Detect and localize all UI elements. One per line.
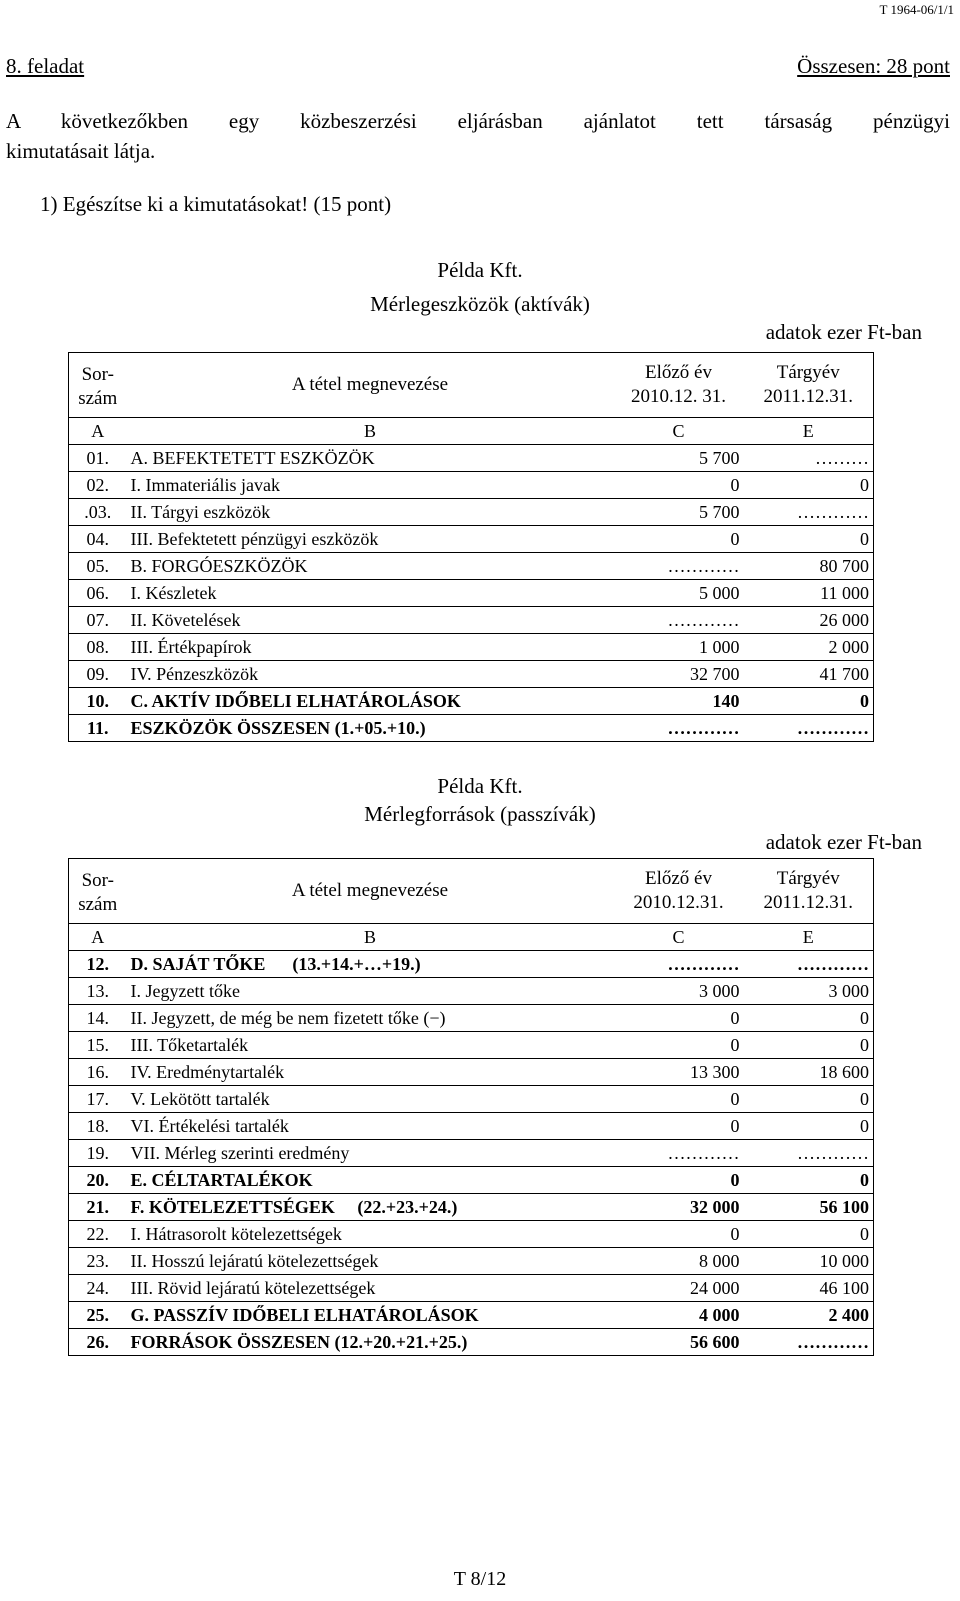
row-name: E. CÉLTARTALÉKOK xyxy=(127,1167,614,1194)
table-row xyxy=(69,553,874,580)
row-name: I. Hátrasorolt kötelezettségek xyxy=(127,1221,614,1248)
row-name: F. KÖTELEZETTSÉGEK (22.+23.+24.) xyxy=(127,1194,614,1221)
row-number: 08. xyxy=(69,634,127,661)
page-number: T 8/12 xyxy=(453,1568,507,1590)
row-name: V. Lekötött tartalék xyxy=(127,1086,614,1113)
row-curr-value: ……… xyxy=(744,445,874,472)
row-prev-value: 0 xyxy=(614,1032,744,1059)
letter-e: E xyxy=(744,924,874,951)
letter-b: B xyxy=(127,418,614,445)
row-curr-value: 80 700 xyxy=(744,553,874,580)
row-prev-value: 140 xyxy=(614,688,744,715)
row-number: 06. xyxy=(69,580,127,607)
row-prev-value: 4 000 xyxy=(614,1302,744,1329)
table-row xyxy=(69,1032,874,1059)
row-curr-value: ………… xyxy=(744,1329,874,1356)
assets-table xyxy=(68,352,874,742)
row-curr-value: 0 xyxy=(744,1086,874,1113)
row-prev-value: 0 xyxy=(614,1113,744,1140)
row-number: 24. xyxy=(69,1275,127,1302)
row-prev-value: 1 000 xyxy=(614,634,744,661)
row-number: 18. xyxy=(69,1113,127,1140)
row-prev-value: 0 xyxy=(614,1005,744,1032)
intro-line-1: A következőkben egy közbeszerzési eljárásban ajánlatot tett társaság pénzügyi xyxy=(6,109,950,133)
assets-title: Mérlegeszközök (aktívák) xyxy=(370,292,590,316)
row-name: IV. Pénzeszközök xyxy=(127,661,614,688)
row-curr-value: 0 xyxy=(744,688,874,715)
document-code: T 1964-06/1/1 xyxy=(879,2,954,17)
row-curr-value: 26 000 xyxy=(744,607,874,634)
intro-line-2: kimutatásait látja. xyxy=(6,139,156,163)
liabilities-title: Mérlegforrások (passzívák) xyxy=(364,802,596,826)
row-name: FORRÁSOK ÖSSZESEN (12.+20.+21.+25.) xyxy=(127,1329,614,1356)
letter-a: A xyxy=(69,924,127,951)
row-number: 07. xyxy=(69,607,127,634)
row-prev-value: 0 xyxy=(614,1221,744,1248)
row-prev-value: 32 700 xyxy=(614,661,744,688)
table-row xyxy=(69,526,874,553)
table-row xyxy=(69,472,874,499)
row-name: I. Készletek xyxy=(127,580,614,607)
col-sor-line2: szám xyxy=(78,894,118,915)
row-name: G. PASSZÍV IDŐBELI ELHATÁROLÁSOK xyxy=(127,1302,614,1329)
liabilities-table xyxy=(68,858,874,1356)
row-name: III. Rövid lejáratú kötelezettségek xyxy=(127,1275,614,1302)
row-number: 17. xyxy=(69,1086,127,1113)
col-curr-header xyxy=(744,859,874,924)
col-sor-line2: szám xyxy=(78,388,118,409)
row-prev-value: ………… xyxy=(614,1140,744,1167)
row-prev-value: 13 300 xyxy=(614,1059,744,1086)
col-name-header: A tétel megnevezése xyxy=(291,880,449,901)
row-name: III. Tőketartalék xyxy=(127,1032,614,1059)
row-name: II. Jegyzett, de még be nem fizetett tőke (−) xyxy=(127,1005,614,1032)
liabilities-company: Példa Kft. xyxy=(437,774,523,798)
col-curr-line2: 2011.12.31. xyxy=(763,892,854,913)
row-number: 12. xyxy=(69,951,127,978)
row-number: 15. xyxy=(69,1032,127,1059)
assets-unit: adatok ezer Ft-ban xyxy=(765,320,922,344)
row-prev-value: 5 000 xyxy=(614,580,744,607)
row-curr-value: 41 700 xyxy=(744,661,874,688)
row-prev-value: 5 700 xyxy=(614,445,744,472)
row-prev-value: 0 xyxy=(614,526,744,553)
row-prev-value: 8 000 xyxy=(614,1248,744,1275)
intro-text xyxy=(6,106,950,166)
table-row xyxy=(69,445,874,472)
col-prev-line2: 2010.12.31. xyxy=(633,892,724,913)
row-number: 26. xyxy=(69,1329,127,1356)
col-sor-header xyxy=(69,353,127,418)
row-curr-value: 0 xyxy=(744,1005,874,1032)
row-curr-value: 0 xyxy=(744,472,874,499)
row-curr-value: 2 400 xyxy=(744,1302,874,1329)
row-name: II. Hosszú lejáratú kötelezettségek xyxy=(127,1248,614,1275)
row-curr-value: 46 100 xyxy=(744,1275,874,1302)
row-name: D. SAJÁT TŐKE (13.+14.+…+19.) xyxy=(127,951,614,978)
letter-e: E xyxy=(744,418,874,445)
assets-letter-row xyxy=(69,418,874,445)
row-prev-value: 0 xyxy=(614,472,744,499)
row-number: 04. xyxy=(69,526,127,553)
row-name: C. AKTÍV IDŐBELI ELHATÁROLÁSOK xyxy=(127,688,614,715)
total-points: Összesen: 28 pont xyxy=(797,54,950,78)
table-row xyxy=(69,1275,874,1302)
row-number: .03. xyxy=(69,499,127,526)
col-prev-line1: Előző év xyxy=(644,868,712,889)
letter-c: C xyxy=(614,924,744,951)
row-number: 14. xyxy=(69,1005,127,1032)
col-name-header: A tétel megnevezése xyxy=(291,374,449,395)
col-sor-line1: Sor- xyxy=(81,870,114,891)
row-name: III. Értékpapírok xyxy=(127,634,614,661)
row-curr-value: 0 xyxy=(744,1167,874,1194)
row-number: 11. xyxy=(69,715,127,742)
row-curr-value: 11 000 xyxy=(744,580,874,607)
table-row xyxy=(69,688,874,715)
row-number: 09. xyxy=(69,661,127,688)
row-curr-value: 0 xyxy=(744,1032,874,1059)
row-curr-value: 56 100 xyxy=(744,1194,874,1221)
assets-header-row xyxy=(69,353,874,418)
row-curr-value: ………… xyxy=(744,951,874,978)
table-row xyxy=(69,1302,874,1329)
col-prev-header xyxy=(614,353,744,418)
row-prev-value: 0 xyxy=(614,1167,744,1194)
row-name: I. Immateriális javak xyxy=(127,472,614,499)
liabilities-unit: adatok ezer Ft-ban xyxy=(765,830,922,854)
col-prev-line2: 2010.12. 31. xyxy=(631,386,726,407)
row-prev-value: 5 700 xyxy=(614,499,744,526)
table-row xyxy=(69,499,874,526)
row-prev-value: ………… xyxy=(614,715,744,742)
row-name: II. Tárgyi eszközök xyxy=(127,499,614,526)
liabilities-header-row xyxy=(69,859,874,924)
table-row xyxy=(69,1113,874,1140)
table-row xyxy=(69,951,874,978)
row-number: 19. xyxy=(69,1140,127,1167)
row-curr-value: 2 000 xyxy=(744,634,874,661)
table-row xyxy=(69,634,874,661)
row-number: 21. xyxy=(69,1194,127,1221)
col-sor-header xyxy=(69,859,127,924)
row-prev-value: 56 600 xyxy=(614,1329,744,1356)
row-number: 23. xyxy=(69,1248,127,1275)
col-prev-header xyxy=(614,859,744,924)
table-row xyxy=(69,1194,874,1221)
row-name: II. Követelések xyxy=(127,607,614,634)
row-number: 25. xyxy=(69,1302,127,1329)
row-prev-value: ………… xyxy=(614,951,744,978)
row-curr-value: 10 000 xyxy=(744,1248,874,1275)
table-row xyxy=(69,1086,874,1113)
table-row xyxy=(69,1248,874,1275)
table-row xyxy=(69,1167,874,1194)
table-row xyxy=(69,1329,874,1356)
letter-c: C xyxy=(614,418,744,445)
row-curr-value: 18 600 xyxy=(744,1059,874,1086)
row-curr-value: ………… xyxy=(744,499,874,526)
table-row xyxy=(69,715,874,742)
row-curr-value: 3 000 xyxy=(744,978,874,1005)
row-number: 13. xyxy=(69,978,127,1005)
row-name: VI. Értékelési tartalék xyxy=(127,1113,614,1140)
table-row xyxy=(69,607,874,634)
row-number: 16. xyxy=(69,1059,127,1086)
table-row xyxy=(69,1005,874,1032)
letter-a: A xyxy=(69,418,127,445)
table-row xyxy=(69,1221,874,1248)
row-name: B. FORGÓESZKÖZÖK xyxy=(127,553,614,580)
row-prev-value: ………… xyxy=(614,607,744,634)
row-number: 20. xyxy=(69,1167,127,1194)
col-sor-line1: Sor- xyxy=(81,364,114,385)
row-prev-value: ………… xyxy=(614,553,744,580)
row-name: III. Befektetett pénzügyi eszközök xyxy=(127,526,614,553)
liabilities-letter-row xyxy=(69,924,874,951)
row-number: 10. xyxy=(69,688,127,715)
task-header xyxy=(6,54,950,79)
task-number: 8. feladat xyxy=(6,54,85,78)
row-curr-value: ………… xyxy=(744,1140,874,1167)
row-curr-value: 0 xyxy=(744,1113,874,1140)
col-curr-line2: 2011.12.31. xyxy=(763,386,854,407)
col-curr-line1: Tárgyév xyxy=(776,868,840,889)
table-row xyxy=(69,580,874,607)
row-number: 05. xyxy=(69,553,127,580)
row-number: 02. xyxy=(69,472,127,499)
row-name: VII. Mérleg szerinti eredmény xyxy=(127,1140,614,1167)
row-name: IV. Eredménytartalék xyxy=(127,1059,614,1086)
table-row xyxy=(69,978,874,1005)
table-row xyxy=(69,1059,874,1086)
col-curr-line1: Tárgyév xyxy=(776,362,840,383)
row-prev-value: 3 000 xyxy=(614,978,744,1005)
row-curr-value: 0 xyxy=(744,1221,874,1248)
row-name: I. Jegyzett tőke xyxy=(127,978,614,1005)
row-curr-value: 0 xyxy=(744,526,874,553)
assets-company: Példa Kft. xyxy=(437,258,523,282)
subtask-instruction: 1) Egészítse ki a kimutatásokat! (15 pont) xyxy=(40,192,392,216)
row-prev-value: 32 000 xyxy=(614,1194,744,1221)
row-number: 22. xyxy=(69,1221,127,1248)
letter-b: B xyxy=(127,924,614,951)
row-curr-value: ………… xyxy=(744,715,874,742)
col-curr-header xyxy=(744,353,874,418)
table-row xyxy=(69,661,874,688)
row-name: ESZKÖZÖK ÖSSZESEN (1.+05.+10.) xyxy=(127,715,614,742)
row-prev-value: 24 000 xyxy=(614,1275,744,1302)
row-prev-value: 0 xyxy=(614,1086,744,1113)
table-row xyxy=(69,1140,874,1167)
row-name: A. BEFEKTETETT ESZKÖZÖK xyxy=(127,445,614,472)
col-prev-line1: Előző év xyxy=(644,362,712,383)
row-number: 01. xyxy=(69,445,127,472)
